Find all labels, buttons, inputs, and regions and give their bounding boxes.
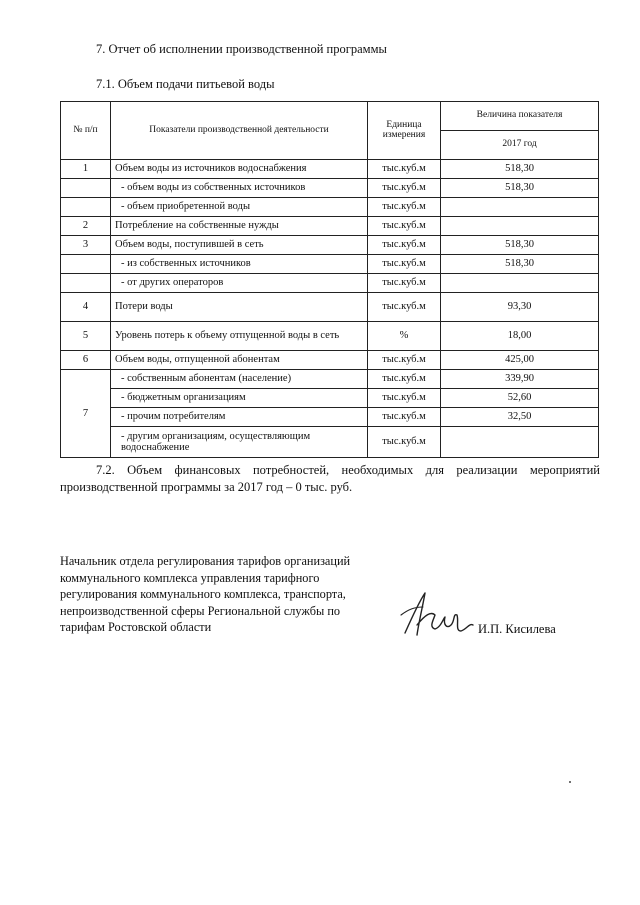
row-unit: тыс.куб.м [368, 179, 441, 198]
signatory-name: И.П. Кисилева [478, 622, 556, 636]
row-value: 518,30 [441, 160, 599, 179]
row-num: 1 [61, 160, 111, 179]
row-unit: тыс.куб.м [368, 408, 441, 427]
row-value: 518,30 [441, 179, 599, 198]
row-indicator: Объем воды, отпущенной абонентам [111, 351, 368, 370]
scan-speck [569, 781, 571, 783]
table-row [61, 370, 599, 389]
row-num: 3 [61, 236, 111, 255]
row-value: 339,90 [441, 370, 599, 389]
row-num: 5 [61, 322, 111, 351]
row-indicator: Уровень потерь к объему отпущенной воды в сеть [111, 322, 368, 351]
table-row [61, 389, 599, 408]
row-indicator: - другим организациям, осуществляющим водоснабжение [111, 427, 368, 458]
row-value: 52,60 [441, 389, 599, 408]
table-row [61, 274, 599, 293]
row-value [441, 198, 599, 217]
row-unit: тыс.куб.м [368, 236, 441, 255]
row-unit: тыс.куб.м [368, 274, 441, 293]
header-value: Величина показателя [441, 102, 599, 131]
row-indicator: - собственным абонентам (население) [111, 370, 368, 389]
row-num: 2 [61, 217, 111, 236]
table-header-row [61, 102, 599, 131]
table-row [61, 255, 599, 274]
financial-needs-text: 7.2. Объем финансовых потребностей, необходимых для реализации мероприятий производственной программы за 2017 год – 0 тыс. руб. [60, 463, 600, 494]
position-line: непроизводственной сферы Региональной службы по [60, 603, 341, 618]
table-row [61, 408, 599, 427]
row-unit: тыс.куб.м [368, 160, 441, 179]
table-row [61, 351, 599, 370]
row-value: 425,00 [441, 351, 599, 370]
row-unit: тыс.куб.м [368, 255, 441, 274]
row-indicator: Объем воды, поступившей в сеть [111, 236, 368, 255]
row-num: 7 [61, 370, 111, 458]
row-value [441, 217, 599, 236]
table-row [61, 293, 599, 322]
row-unit: тыс.куб.м [368, 427, 441, 458]
header-num: № п/п [61, 102, 111, 160]
row-value: 518,30 [441, 236, 599, 255]
header-year: 2017 год [441, 131, 599, 160]
position-line: Начальник отдела регулирования тарифов организаций [60, 554, 351, 568]
header-unit: Единица измерения [368, 102, 441, 160]
row-value: 18,00 [441, 322, 599, 351]
section-title: 7. Отчет об исполнении производственной программы [96, 42, 387, 56]
row-indicator: - прочим потребителям [111, 408, 368, 427]
table-row [61, 217, 599, 236]
row-num [61, 274, 111, 293]
row-value: 32,50 [441, 408, 599, 427]
row-indicator: - от других операторов [111, 274, 368, 293]
row-value: 518,30 [441, 255, 599, 274]
row-unit: тыс.куб.м [368, 389, 441, 408]
row-num [61, 198, 111, 217]
row-indicator: Потери воды [111, 293, 368, 322]
row-value: 93,30 [441, 293, 599, 322]
table-row [61, 427, 599, 458]
row-indicator: - объем приобретенной воды [111, 198, 368, 217]
table-row [61, 236, 599, 255]
water-supply-table [60, 101, 599, 458]
row-unit: тыс.куб.м [368, 370, 441, 389]
row-value [441, 274, 599, 293]
row-indicator: - из собственных источников [111, 255, 368, 274]
row-unit: тыс.куб.м [368, 198, 441, 217]
table-row [61, 179, 599, 198]
row-unit: % [368, 322, 441, 351]
row-indicator: Потребление на собственные нужды [111, 217, 368, 236]
table-row [61, 160, 599, 179]
table-row [61, 322, 599, 351]
row-value [441, 427, 599, 458]
row-indicator: Объем воды из источников водоснабжения [111, 160, 368, 179]
position-line: коммунального комплекса управления тарифного [60, 570, 320, 585]
position-line: тарифам Ростовской области [60, 620, 212, 634]
row-indicator: - бюджетным организациям [111, 389, 368, 408]
row-unit: тыс.куб.м [368, 217, 441, 236]
row-num: 4 [61, 293, 111, 322]
row-num: 6 [61, 351, 111, 370]
section-subtitle: 7.1. Объем подачи питьевой воды [96, 77, 275, 91]
signatory-position [60, 553, 390, 636]
row-num [61, 255, 111, 274]
row-indicator: - объем воды из собственных источников [111, 179, 368, 198]
row-unit: тыс.куб.м [368, 351, 441, 370]
table-row [61, 198, 599, 217]
handwritten-signature [395, 585, 475, 640]
position-line: регулирования коммунального комплекса, транспорта, [60, 587, 346, 601]
financial-needs-paragraph [60, 462, 600, 496]
row-unit: тыс.куб.м [368, 293, 441, 322]
row-num [61, 179, 111, 198]
header-indicator: Показатели производственной деятельности [111, 102, 368, 160]
